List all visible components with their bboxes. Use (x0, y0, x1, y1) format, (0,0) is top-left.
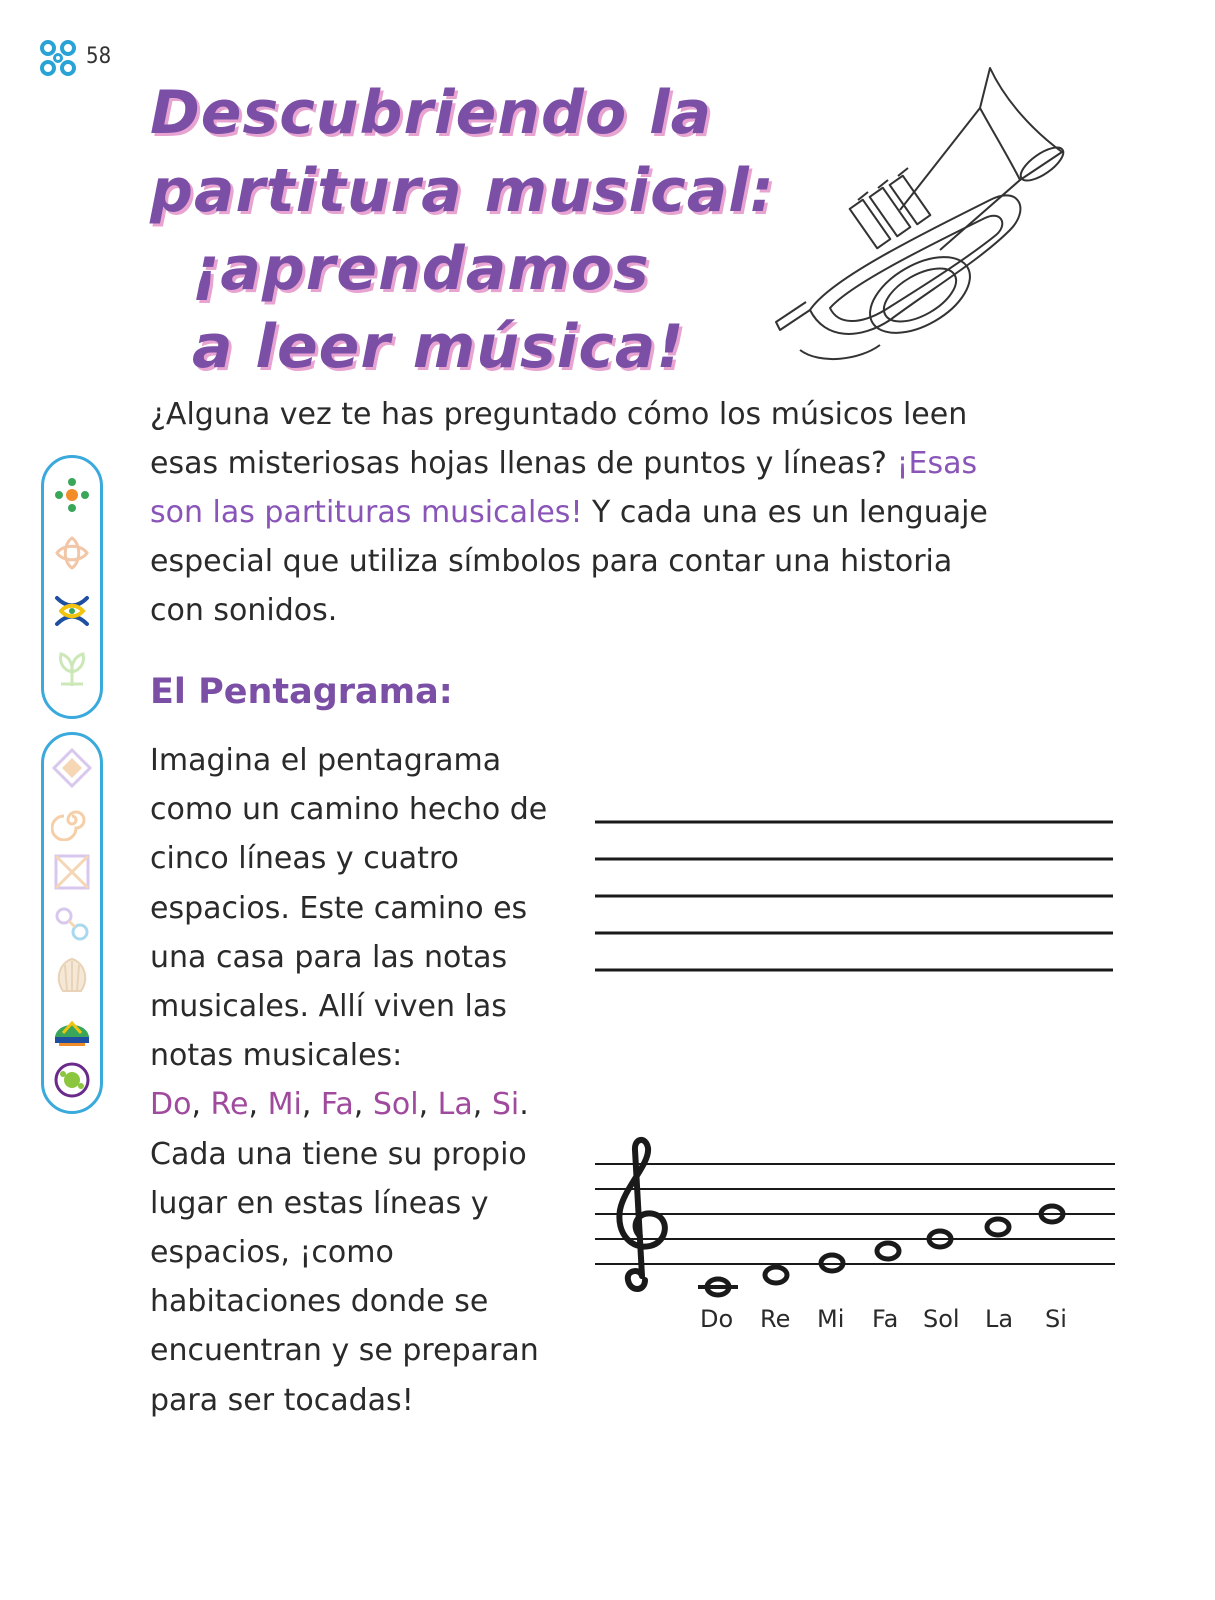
turtle-icon (51, 1009, 93, 1051)
title-line-1: Descubriendo la (150, 78, 713, 148)
staff-label-fa: Fa (872, 1305, 899, 1333)
section-title: El Pentagrama: (150, 672, 453, 712)
note-separator: , (301, 1087, 321, 1123)
note-separator: , (248, 1087, 268, 1123)
blank-staff (595, 810, 1115, 980)
staff-label-mi: Mi (817, 1305, 845, 1333)
figures-icon (51, 590, 93, 632)
staff-label-la: La (985, 1305, 1014, 1333)
splash-icon (51, 1059, 93, 1101)
note-name-do: Do (150, 1087, 192, 1123)
note-end-punct: . (519, 1087, 529, 1123)
staff-label-si: Si (1045, 1305, 1067, 1333)
note-re (765, 1267, 787, 1283)
staff-label-sol: Sol (923, 1305, 960, 1333)
trumpet-illustration (770, 60, 1070, 370)
note-fa (877, 1243, 899, 1259)
intro-paragraph (150, 390, 1010, 635)
note-name-mi: Mi (267, 1087, 302, 1123)
flower-knot-icon (40, 40, 76, 76)
chain-icon (51, 903, 93, 945)
sidebar-bottom-panel (41, 732, 103, 1114)
plant-icon (51, 648, 93, 690)
swirl-icon (51, 532, 93, 574)
flower-icon (51, 474, 93, 516)
title-line-2: partitura musical: (150, 156, 775, 226)
staff-label-re: Re (760, 1305, 791, 1333)
note-separator: , (472, 1087, 492, 1123)
note-name-fa: Fa (320, 1087, 354, 1123)
staff-label-do: Do (700, 1305, 734, 1333)
note-name-re: Re (210, 1087, 249, 1123)
note-separator: , (418, 1087, 438, 1123)
notes-staff (590, 1130, 1120, 1340)
note-name-sol: Sol (372, 1087, 419, 1123)
title-line-3: ¡aprendamos (192, 234, 650, 304)
intro-text-2: Y cada una es un lenguaje especial que utiliza símbolos para contar una historia con sonidos. (150, 495, 988, 628)
page-title (150, 74, 775, 386)
note-name-la: La (437, 1087, 473, 1123)
sidebar-top-panel (41, 455, 103, 719)
shell-icon (51, 955, 93, 997)
title-line-4: a leer música! (192, 312, 685, 382)
star-diamond-icon (51, 747, 93, 789)
spiral-icon (51, 799, 93, 841)
section-text-2: Cada una tiene su propio lugar en estas líneas y espacios, ¡como habitaciones donde se encuentran y se preparan para ser tocadas! (150, 1136, 539, 1418)
square-pattern-icon (51, 851, 93, 893)
note-la (987, 1219, 1009, 1235)
page-number: 58 (86, 44, 112, 69)
note-separator: , (353, 1087, 373, 1123)
section-paragraph (150, 736, 590, 1425)
intro-highlight: ¡Esas son las partituras musicales! (150, 446, 978, 530)
intro-text-1: ¿Alguna vez te has preguntado cómo los músicos leen esas misteriosas hojas llenas de puntos y líneas? (150, 397, 968, 481)
section-text-1: Imagina el pentagrama como un camino hecho de cinco líneas y cuatro espacios. Este camino es una casa para las notas musicales. Allí viven las notas musicales: (150, 743, 548, 1074)
note-separator: , (191, 1087, 211, 1123)
note-names (150, 1087, 529, 1122)
note-name-si: Si (491, 1087, 520, 1123)
